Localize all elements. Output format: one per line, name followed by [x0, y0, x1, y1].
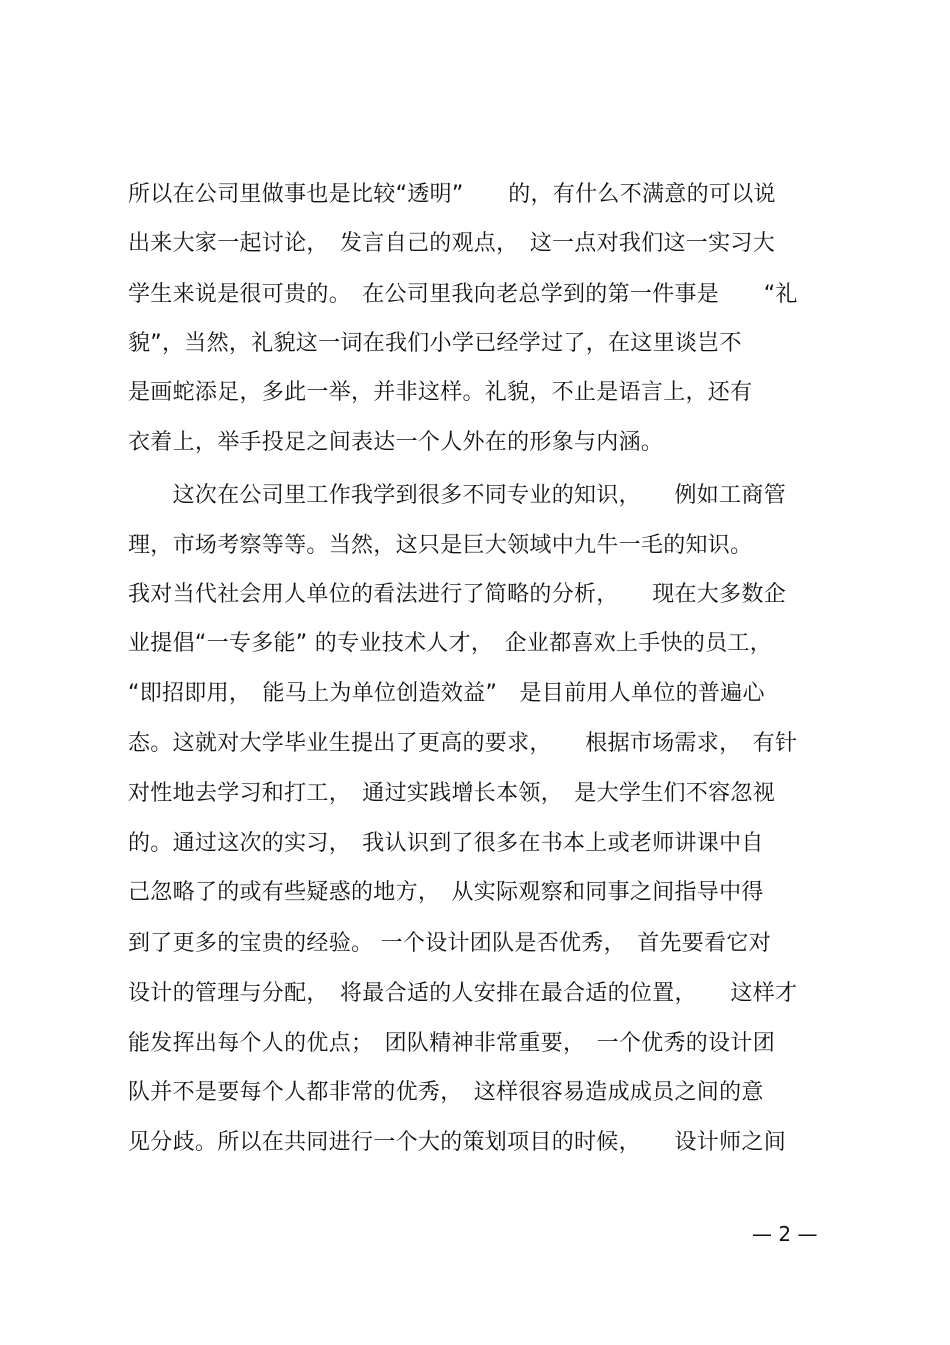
body-text-line: 的。通过这次的实习， 我认识到了很多在书本上或老师讲课中自 — [128, 831, 764, 856]
body-text-line: 己忽略了的或有些疑惑的地方， 从实际观察和同事之间指导中得 — [128, 880, 764, 905]
body-text-line: 态。这就对大学毕业生提出了更高的要求， 根据市场需求， 有针 — [128, 731, 798, 756]
body-text-line: 貌”，当然，礼貌这一词在我们小学已经学过了，在这里谈岂不 — [128, 331, 742, 356]
page-number: — 2 — — [752, 1222, 818, 1246]
body-text-line: 业提倡“一专多能” 的专业技术人才， 企业都喜欢上手快的员工， — [128, 631, 773, 656]
body-text-line: 是画蛇添足，多此一举，并非这样。礼貌，不止是语言上，还有 — [128, 380, 753, 405]
body-text-line: 队并不是要每个人都非常的优秀， 这样很容易造成成员之间的意 — [128, 1080, 764, 1105]
body-text-line: 我对当代社会用人单位的看法进行了简略的分析， 现在大多数企 — [128, 582, 787, 607]
body-text-line: 能发挥出每个人的优点； 团队精神非常重要， 一个优秀的设计团 — [128, 1031, 776, 1056]
body-text-line: 所以在公司里做事也是比较“透明” 的，有什么不满意的可以说 — [128, 182, 776, 207]
body-text-line: 这次在公司里工作我学到很多不同专业的知识， 例如工商管 — [128, 483, 787, 508]
body-text-line: 到了更多的宝贵的经验。 一个设计团队是否优秀， 首先要看它对 — [128, 931, 771, 956]
body-text-line: 设计的管理与分配， 将最合适的人安排在最合适的位置， 这样才 — [128, 981, 798, 1006]
body-text-line: 衣着上，举手投足之间表达一个人外在的形象与内涵。 — [128, 430, 664, 455]
body-text-line: 见分歧。所以在共同进行一个大的策划项目的时候， 设计师之间 — [128, 1130, 787, 1155]
body-text-line: 学生来说是很可贵的。 在公司里我向老总学到的第一件事是 “礼 — [128, 282, 798, 307]
body-text-line: 理，市场考察等等。当然，这只是巨大领域中九牛一毛的知识。 — [128, 533, 753, 558]
body-text-line: 出来大家一起讨论， 发言自己的观点， 这一点对我们这一实习大 — [128, 231, 776, 256]
body-text-line: 对性地去学习和打工， 通过实践增长本领， 是大学生们不容忽视 — [128, 781, 776, 806]
body-text-line: “即招即用， 能马上为单位创造效益” 是目前用人单位的普遍心 — [128, 681, 765, 706]
